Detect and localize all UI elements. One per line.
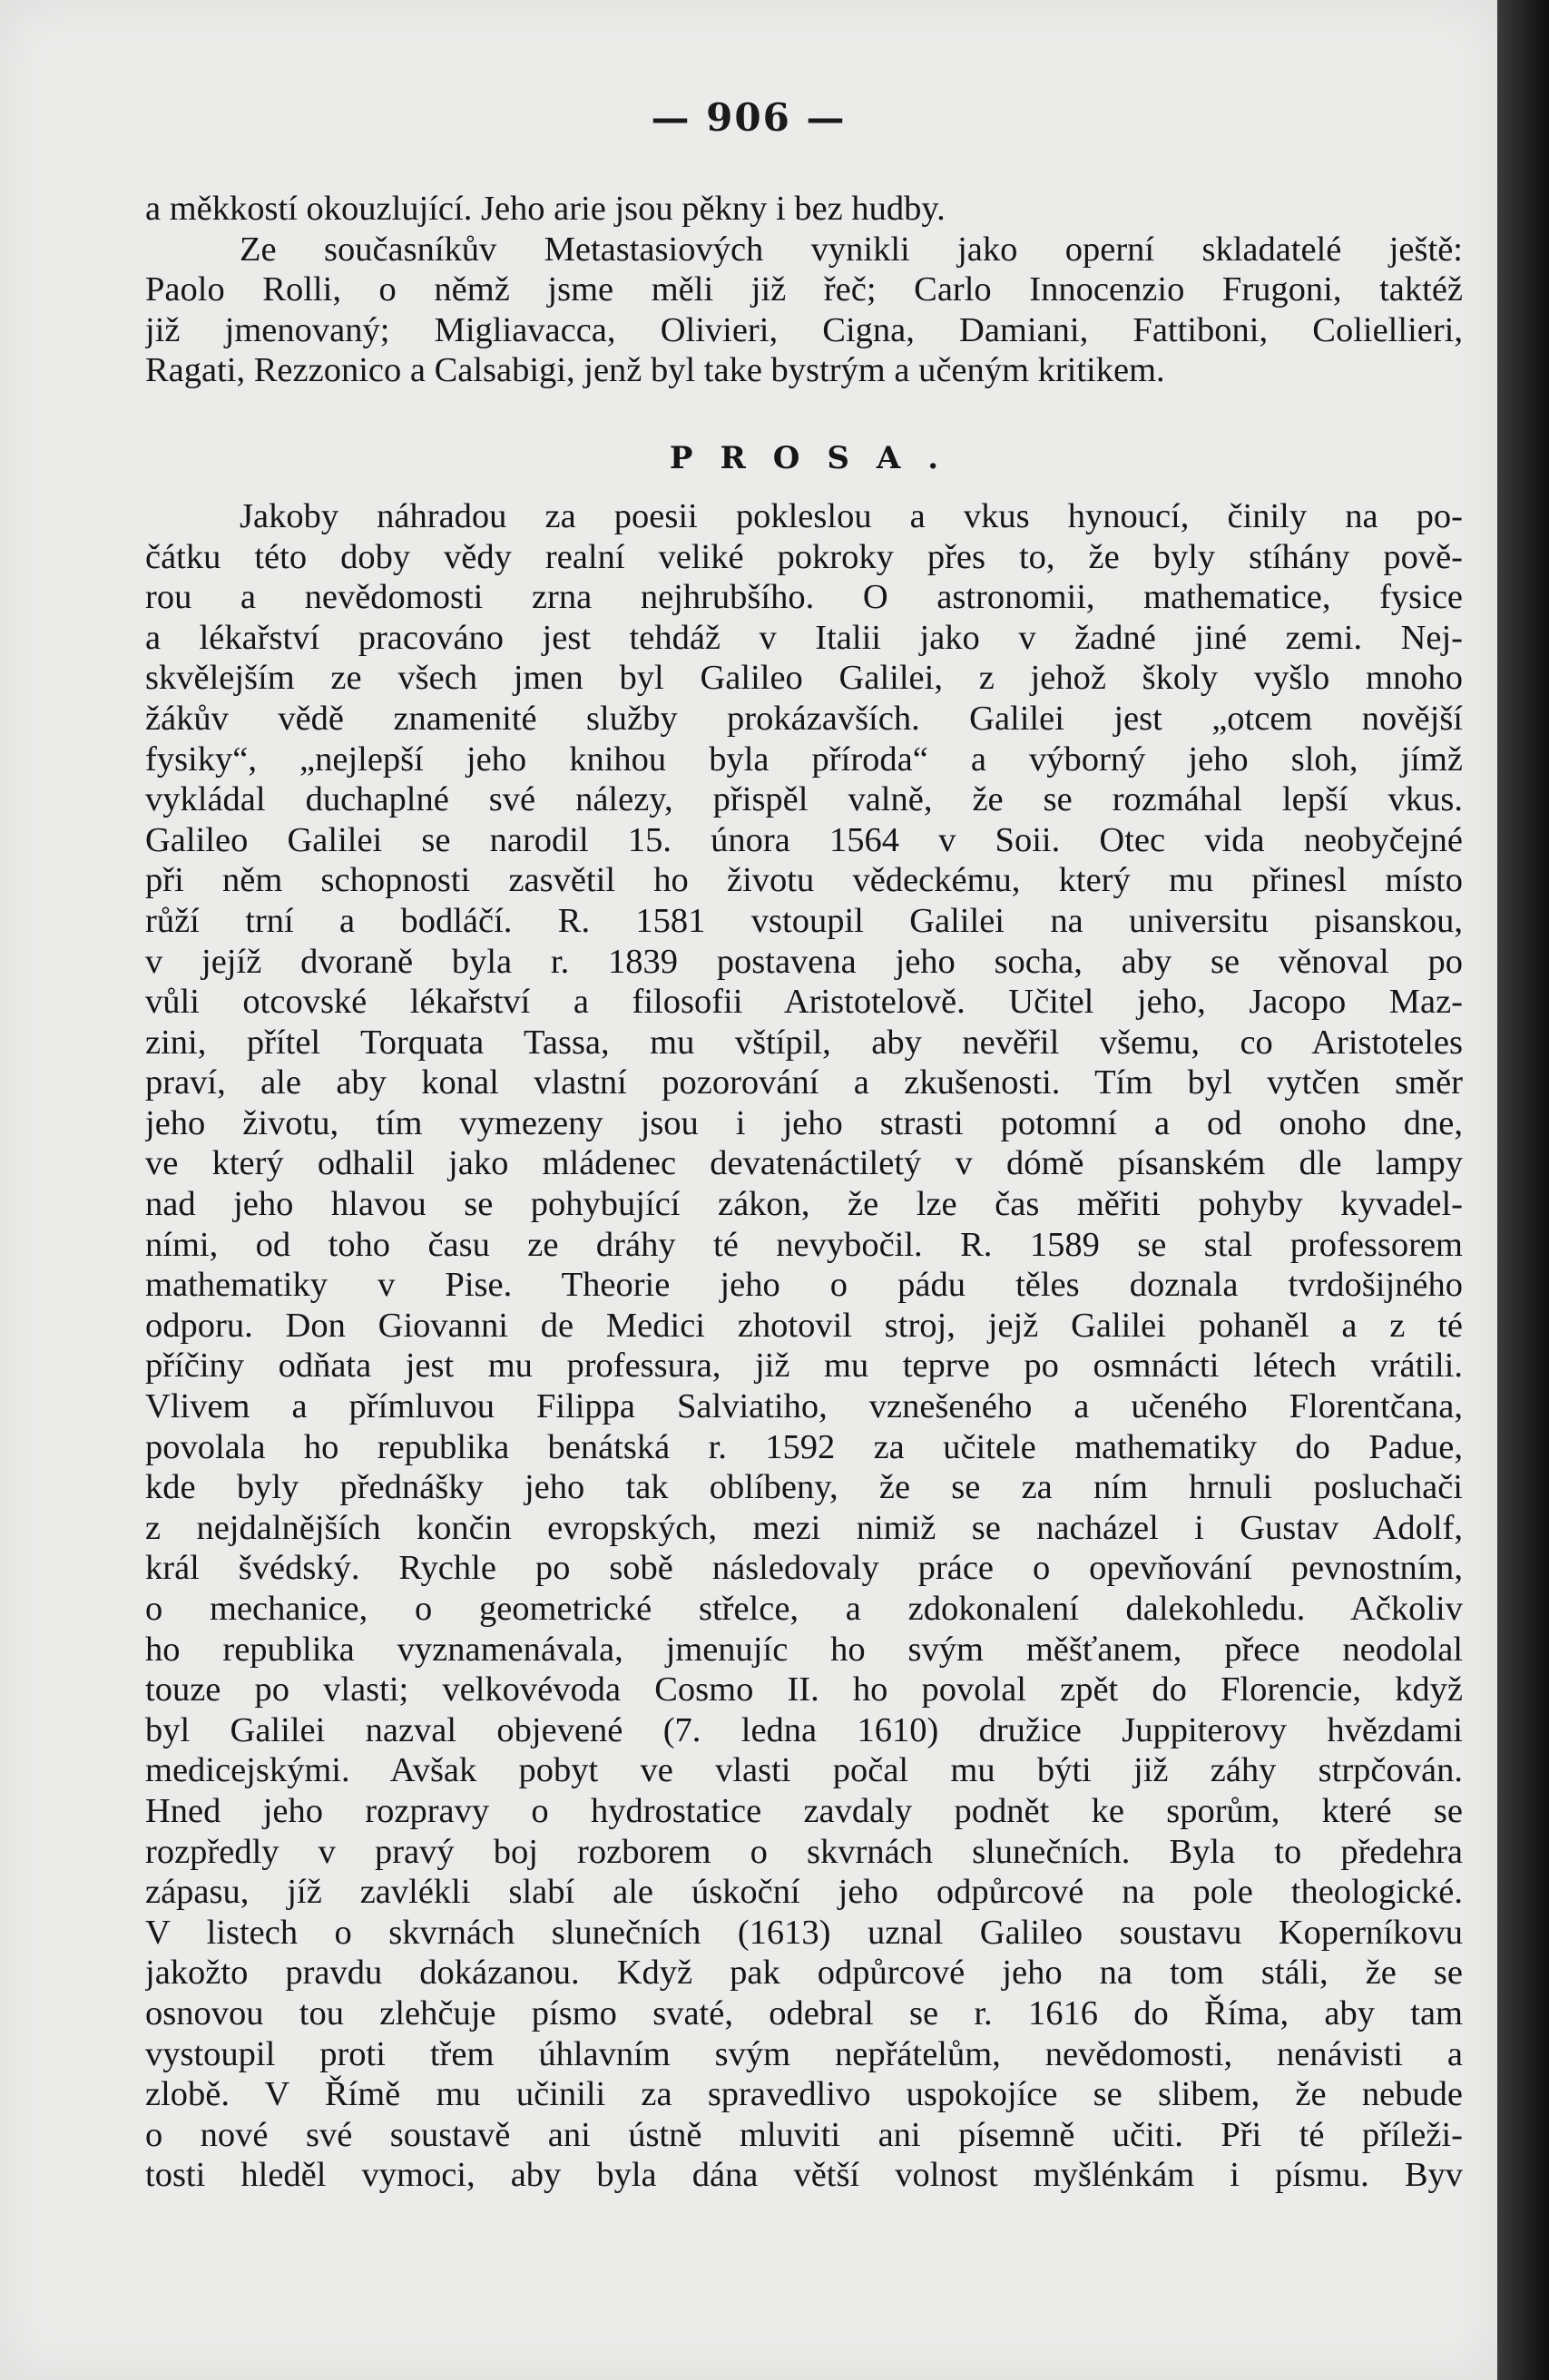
text-line: praví, ale aby konal vlastní pozorování a zkušenosti. Tím byl vytčen směr: [145, 1063, 1463, 1102]
text-line: a lékařství pracováno jest tehdáž v Italii jako v žadné jiné zemi. Nej-: [145, 618, 1463, 657]
text-line: Ze současníkův Metastasiových vynikli jako operní skladatelé ještě:: [240, 230, 1463, 269]
text-line: nad jeho hlavou se pohybující zákon, že lze čas měřiti pohyby kyvadel-: [145, 1185, 1463, 1224]
text-line: zini, přítel Torquata Tassa, mu vštípil, aby nevěřil všemu, co Aristoteles: [145, 1023, 1463, 1062]
text-line: o mechanice, o geometrické střelce, a zdokonalení dalekohledu. Ačkoliv: [145, 1590, 1463, 1628]
text-line: tosti hleděl vymoci, aby byla dána větší volnost myšlénkám i písmu. Byv: [145, 2156, 1463, 2195]
text-line: a měkkostí okouzlující. Jeho arie jsou pěkny i bez hudby.: [145, 190, 946, 228]
text-line: jakožto pravdu dokázanou. Když pak odpůrcové jeho na tom stáli, že se: [145, 1954, 1463, 1993]
text-line: vykládal duchaplné své nálezy, přispěl valně, že se rozmáhal lepší vkus.: [145, 780, 1463, 819]
text-line: příčiny odňata jest mu professura, již mu teprve po osmnácti létech vrátili.: [145, 1347, 1463, 1386]
text-line: Vlivem a přímluvou Filippa Salviatiho, vznešeného a učeného Florentčana,: [145, 1387, 1463, 1426]
text-line: V listech o skvrnách slunečních (1613) uznal Galileo soustavu Koperníkovu: [145, 1913, 1463, 1952]
text-line: mathematiky v Pise. Theorie jeho o pádu těles doznala tvrdošijného: [145, 1266, 1463, 1305]
text-line: ve který odhalil jako mládenec devatenáctiletý v dómě písanském dle lampy: [145, 1144, 1463, 1183]
text-line: zápasu, jíž zavlékli slabí ale úskoční jeho odpůrcové na pole theologické.: [145, 1873, 1463, 1912]
text-line: Galileo Galilei se narodil 15. února 1564 v Soii. Otec vida neobyčejné: [145, 820, 1463, 859]
text-line: při něm schopnosti zasvětil ho životu vědeckému, který mu přinesl místo: [145, 861, 1463, 900]
text-line: čátku této doby vědy realní veliké pokroky přes to, že byly stíhány pově-: [145, 537, 1463, 576]
text-line: již jmenovaný; Migliavacca, Olivieri, Cigna, Damiani, Fattiboni, Coliellieri,: [145, 310, 1463, 349]
text-line: byl Galilei nazval objevené (7. ledna 1610) družice Juppiterovy hvězdami: [145, 1710, 1463, 1749]
text-line: ho republika vyznamenávala, jmenujíc ho svým měšťanem, přece neodolal: [145, 1630, 1463, 1669]
page-edge-shadow: [1497, 0, 1549, 2380]
text-line: medicejskými. Avšak pobyt ve vlasti počal mu býti již záhy strpčován.: [145, 1751, 1463, 1790]
text-line: povolala ho republika benátská r. 1592 za učitele mathematiky do Padue,: [145, 1427, 1463, 1466]
text-line: růží trní a bodláčí. R. 1581 vstoupil Galilei na universitu pisanskou,: [145, 901, 1463, 940]
text-line: rou a nevědomosti zrna nejhrubšího. O astronomii, mathematice, fysice: [145, 578, 1463, 617]
text-line: Paolo Rolli, o němž jsme měli již řeč; Carlo Innocenzio Frugoni, taktéž: [145, 270, 1463, 309]
text-line: král švédský. Rychle po sobě následovaly práce o opevňování pevnostním,: [145, 1549, 1463, 1588]
text-line: v jejíž dvoraně byla r. 1839 postavena jeho socha, aby se věnoval po: [145, 942, 1463, 981]
text-line: zlobě. V Římě mu učinili za spravedlivo uspokojíce se slibem, že nebude: [145, 2075, 1463, 2114]
text-line: fysiky“, „nejlepší jeho knihou byla příroda“ a výborný jeho sloh, jímž: [145, 739, 1463, 779]
body-text: [145, 189, 1463, 2196]
text-line: jeho životu, tím vymezeny jsou i jeho strasti potomní a od onoho dne,: [145, 1103, 1463, 1142]
text-line: Jakoby náhradou za poesii pokleslou a vkus hynoucí, činily na po-: [240, 496, 1463, 535]
text-line: žákův vědě znamenité služby prokázavších. Galilei jest „otcem novější: [145, 699, 1463, 738]
text-line: z nejdalnějších končin evropských, mezi nimiž se nacházel i Gustav Adolf,: [145, 1508, 1463, 1547]
text-line: Ragati, Rezzonico a Calsabigi, jenž byl take bystrým a učeným kritikem.: [145, 351, 1165, 390]
text-line: osnovou tou zlehčuje písmo svaté, odebral se r. 1616 do Říma, aby tam: [145, 1993, 1463, 2032]
text-line: ními, od toho času ze dráhy té nevybočil. R. 1589 se stal professorem: [145, 1225, 1463, 1264]
text-line: kde byly přednášky jeho tak oblíbeny, že se za ním hrnuli posluchači: [145, 1468, 1463, 1507]
text-line: Hned jeho rozpravy o hydrostatice zavdaly podnět ke sporům, které se: [145, 1791, 1463, 1830]
text-line: odporu. Don Giovanni de Medici zhotovil stroj, jejž Galilei pohaněl a z té: [145, 1306, 1463, 1345]
section-heading: PROSA.: [669, 439, 966, 476]
text-line: vůli otcovské lékařství a filosofii Aristotelově. Učitel jeho, Jacopo Maz-: [145, 983, 1463, 1022]
text-line: vystoupil proti třem úhlavním svým nepřátelům, nevědomosti, nenávisti a: [145, 2034, 1463, 2073]
text-line: skvělejším ze všech jmen byl Galileo Galilei, z jehož školy vyšlo mnoho: [145, 659, 1463, 698]
page-number: — 906 —: [651, 95, 847, 140]
text-line: touze po vlasti; velkovévoda Cosmo II. ho povolal zpět do Florencie, když: [145, 1670, 1463, 1709]
text-line: o nové své soustavě ani ústně mluviti ani písemně učiti. Při té příleži-: [145, 2115, 1463, 2154]
text-line: rozpředly v pravý boj rozborem o skvrnách slunečních. Byla to předehra: [145, 1832, 1463, 1871]
